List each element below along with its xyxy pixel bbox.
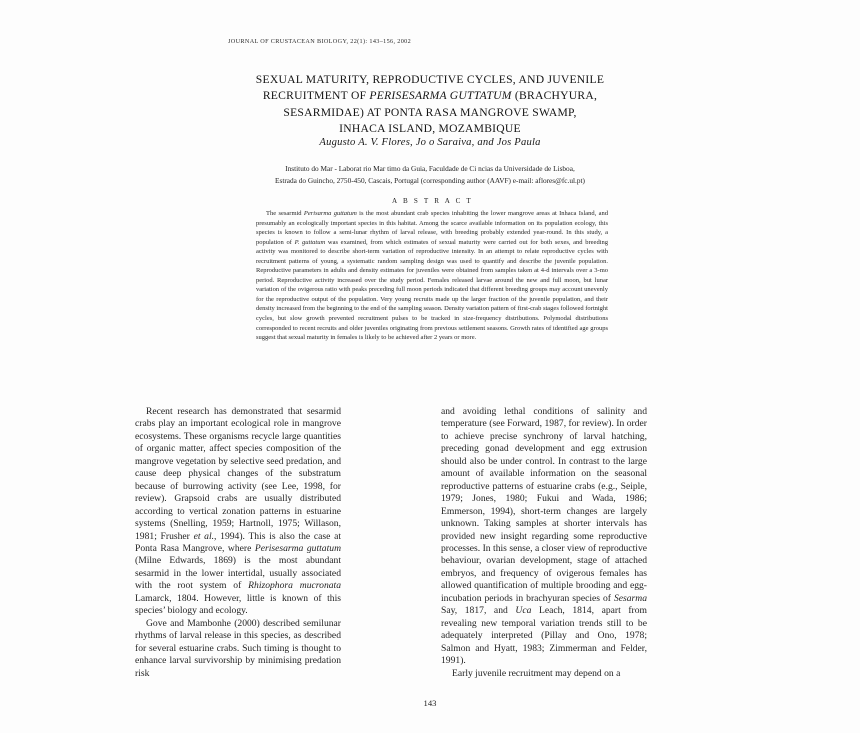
abstract-part-1: The sesarmid	[266, 210, 304, 217]
right-p1-italic-uca: Uca	[515, 605, 532, 617]
abstract-text	[256, 209, 608, 343]
right-p1-a: and avoiding lethal conditions of salinity and temperature (see Forward, 1987, for review). In order to achieve precise synchrony of larval hatching, preceding gonad development and egg extrusion should also be under control. In contrast to the large amount of available information on the seasonal reproductive patterns of estuarine crabs (e.g., Seiple, 1979; Jones, 1980; Fukui and Wada, 1986; Emmerson, 1994), short-term changes are largely unknown. Taking samples at shorter intervals has provided new insight regarding some reproductive processes. In this sense, a closer view of reproductive behaviour, ovarian development, stage of attached embryos, and frequency of ovigerous females has allowed quantification of multiple brooding and egg-incubation periods in brachyuran species of	[441, 406, 647, 604]
abstract-species-2: P. guttatum	[294, 238, 326, 246]
left-p1-c: (Milne Edwards, 1869) is the most abundant sesarmid in the lower intertidal, usually associated with the root system of	[135, 555, 341, 592]
right-paragraph-2: Early juvenile recruitment may depend on a	[452, 667, 621, 679]
left-p1-italic-species: Perisesarma guttatum	[254, 542, 341, 554]
left-p1-b: 1994). This is also the case at Ponta Rasa Mangrove, where	[135, 530, 341, 554]
right-p1-italic-sesarma: Sesarma	[613, 592, 647, 604]
affiliation-line-1: Instituto do Mar - Laborat rio Mar timo da Guia, Faculdade de Ci ncias da Universidade de Lisboa,	[285, 164, 575, 173]
body-column-right	[441, 406, 647, 680]
right-paragraph-1	[441, 406, 647, 668]
right-p1-b: Say, 1817, and	[441, 605, 516, 617]
body-column-left	[135, 406, 341, 680]
title-line-3: SESARMIDAE) AT PONTA RASA MANGROVE SWAMP,	[283, 105, 577, 119]
left-p1-d: Lamarck, 1804. However, little is known of this species’ biology and ecology.	[135, 592, 341, 617]
left-paragraph-2: Gove and Mambonhe (2000) described semilunar rhythms of larval release in this species, as described for several estuarine crabs. Such timing is thought to enhance larval survivorship by minimising predation risk	[135, 617, 341, 679]
abstract-part-3: was examined, from which estimates of sexual maturity were carried out for both sexes, and breeding activity was monitored to describe short-term variation of reproductive intensity. In an attempt to relate reproductive cycles with recruitment patterns of young, a systematic random sampling design was used to quantify and describe the juvenile population. Reproductive parameters in adults and density estimates for juveniles were obtained from samples taken at 4-d intervals over a 3-mo period. Reproductive activity increased over the study period. Females released larvae around the new and full moon, but lunar variation of the ovigerous ratio with peaks preceding full moon periods indicated that different breeding groups may account unevenly for the reproductive output of the population. Very young recruits made up the larger fraction of the juvenile population, and their density increased from the beginning to the end of the sampling season. Density variation pattern of first-crab stages followed fortnight cycles, but slow growth prevented recruitment pulses to be tracked in size-frequency distributions. Polymodal distributions corresponded to recent recruits and older juveniles originating from previous settlement seasons. Growth rates of identified age groups suggest that sexual maturity in females is likely to be achieved after 2 years or more.	[256, 238, 608, 342]
article-title	[215, 72, 645, 137]
title-line-1: SEXUAL MATURITY, REPRODUCTIVE CYCLES, AND JUVENILE	[255, 73, 605, 86]
left-p1-a: Recent research has demonstrated that sesarmid crabs play an important ecological role in mangrove ecosystems. These organisms recycle large quantities of organic matter, affect species composition of the mangrove vegetation by selective seed predation, and cause deep physical changes of the substratum because of burrowing activity (see Lee, 1998, for review). Grapsoid crabs are usually distributed according to vertical zonation patterns in estuarine systems (Snelling, 1959; Hartnoll, 1975; Willason, 1981; Frusher	[135, 406, 341, 542]
page-number: 143	[423, 698, 437, 708]
title-line-4: INHACA ISLAND, MOZAMBIQUE	[339, 121, 521, 135]
author-affiliation	[140, 163, 720, 187]
right-p1-c: Leach, 1814, apart from revealing new temporal variation trends still to be adequately interpreted (Pillay and Ono, 1978; Salmon and Hyatt, 1983; Zimmerman and Felder, 1991).	[441, 605, 647, 667]
abstract-part-2: is the most abundant crab species inhabiting the lower mangrove areas at Inhaca Island, and presumably an ecologically important species in this habitat. Among the scarce available information on its population ecology, this species is known to follow a semi-lunar rhythm of larval release, with breeding probably extended year-round. In this study, a population of	[256, 210, 608, 246]
abstract-heading: A B S T R A C T	[392, 197, 473, 205]
left-p1-italic-rhizophora: Rhizophora mucronata	[248, 580, 341, 592]
journal-citation-line: JOURNAL OF CRUSTACEAN BIOLOGY, 22(1): 143–156, 2002	[228, 38, 412, 45]
title-species-name: PERISESARMA GUTTATUM	[369, 89, 512, 103]
title-line-2	[215, 88, 645, 104]
affiliation-line-2: Estrada do Guincho, 2750-450, Cascais, Portugal (corresponding author (AAVF) e-mail: aflores@fc.ul.pt)	[275, 176, 585, 185]
abstract-species-1: Perisarma guttatum	[303, 210, 357, 217]
title-line-2-pre: RECRUITMENT OF	[262, 89, 370, 103]
left-p1-italic-etal: et al.,	[193, 530, 217, 542]
author-list: Augusto A. V. Flores, Jo o Saraiva, and Jos Paula	[319, 137, 541, 148]
title-line-2-post: (BRACHYURA,	[511, 89, 598, 103]
left-paragraph-1	[135, 406, 341, 618]
